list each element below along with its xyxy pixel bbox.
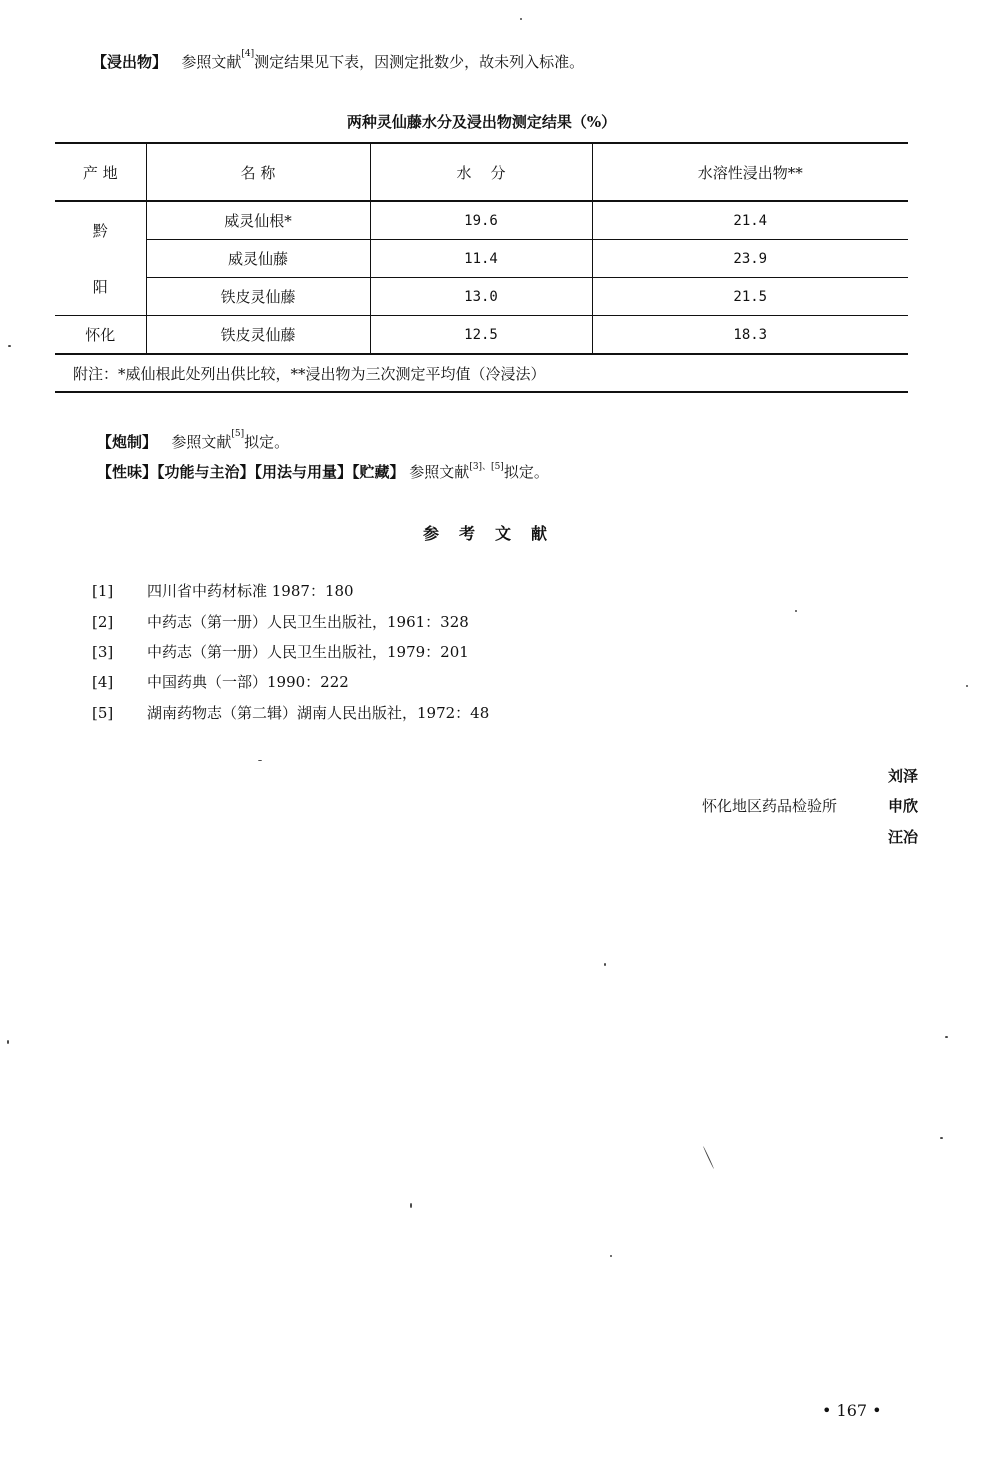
name-cell: 铁皮灵仙藤 [146,278,370,316]
table-row [55,240,908,278]
scan-speck [520,18,522,20]
reference-number: [3] [92,643,114,661]
water-cell: 12.5 [370,316,592,355]
reference-item [92,611,469,632]
name-cell: 铁皮灵仙藤 [146,316,370,355]
reference-text: 四川省中药材标准 1987：180 [147,582,354,600]
table-row [55,316,908,355]
intro-citation: [4] [241,49,255,59]
scan-speck [940,1137,943,1139]
water-cell: 19.6 [370,201,592,240]
intro-text-a: 参照文献 [181,53,242,71]
extract-cell: 18.3 [592,316,908,355]
reference-item [92,702,489,723]
place-char-1: 黔 [92,221,108,240]
table-note: 附注：*威仙根此处列出供比较，**浸出物为三次测定平均值（冷浸法） [55,354,908,392]
table-row [55,201,908,240]
place-cell-qianyang [55,201,146,316]
intro-paragraph [92,51,584,72]
scan-speck [966,685,968,687]
scan-speck [795,610,797,612]
name-cell: 威灵仙根* [146,201,370,240]
reference-text: 中药志（第一册）人民卫生出版社，1979：201 [147,643,469,661]
table-header-row [55,143,908,201]
water-cell: 11.4 [370,240,592,278]
author-name: 汪冶 [888,828,919,846]
reference-item [92,580,354,601]
reference-number: [2] [92,613,114,631]
results-table [55,142,908,393]
scan-speck [8,345,11,347]
extract-cell: 21.5 [592,278,908,316]
xingwei-paragraph [97,461,549,482]
scan-speck [610,1255,612,1257]
scan-speck [604,963,606,966]
paozhi-label: 【炮制】 [97,433,158,451]
xingwei-text-a: 参照文献 [409,463,470,481]
paozhi-text-a: 参照文献 [171,433,232,451]
xingwei-label: 【性味】【功能与主治】【用法与用量】【贮藏】 [97,463,405,481]
paozhi-paragraph [97,431,289,452]
page-number: • 167 • [822,1401,882,1420]
reference-text: 湖南药物志（第二辑）湖南人民出版社，1972：48 [147,704,490,722]
intro-label: 【浸出物】 [92,53,168,71]
header-name: 名 称 [146,143,370,201]
header-place: 产 地 [55,143,146,201]
reference-text: 中国药典（一部）1990：222 [147,673,349,691]
intro-text-b: 测定结果见下表，因测定批数少，故未列入标准。 [254,53,585,71]
extract-cell: 23.9 [592,240,908,278]
name-cell: 威灵仙藤 [146,240,370,278]
reference-number: [1] [92,582,114,600]
extract-cell: 21.4 [592,201,908,240]
paozhi-text-b: 拟定。 [244,433,290,451]
reference-item [92,671,349,692]
scan-speck [410,1203,412,1208]
scan-speck [703,1146,714,1169]
references-heading: 参考文献 [422,524,567,543]
author-name: 申欣 [888,797,919,815]
scan-speck [945,1036,948,1038]
place-char-2: 阳 [92,277,108,296]
author-name: 刘泽 [888,767,919,785]
reference-number: [4] [92,673,114,691]
reference-item [92,641,469,662]
place-cell-huaihua: 怀化 [55,316,146,355]
author-organization: 怀化地区药品检验所 [702,797,838,815]
header-extract: 水溶性浸出物** [592,143,908,201]
header-water: 水 分 [370,143,592,201]
xingwei-text-b: 拟定。 [503,463,549,481]
paozhi-citation: [5] [231,429,245,439]
water-cell: 13.0 [370,278,592,316]
table-note-row [55,354,908,392]
table-title: 两种灵仙藤水分及浸出物测定结果（%） [346,113,617,131]
table-row [55,278,908,316]
xingwei-citation: [3]、[5] [469,462,504,472]
reference-number: [5] [92,704,114,722]
scan-speck [7,1040,9,1044]
scan-speck [258,760,262,761]
reference-text: 中药志（第一册）人民卫生出版社，1961：328 [147,613,469,631]
